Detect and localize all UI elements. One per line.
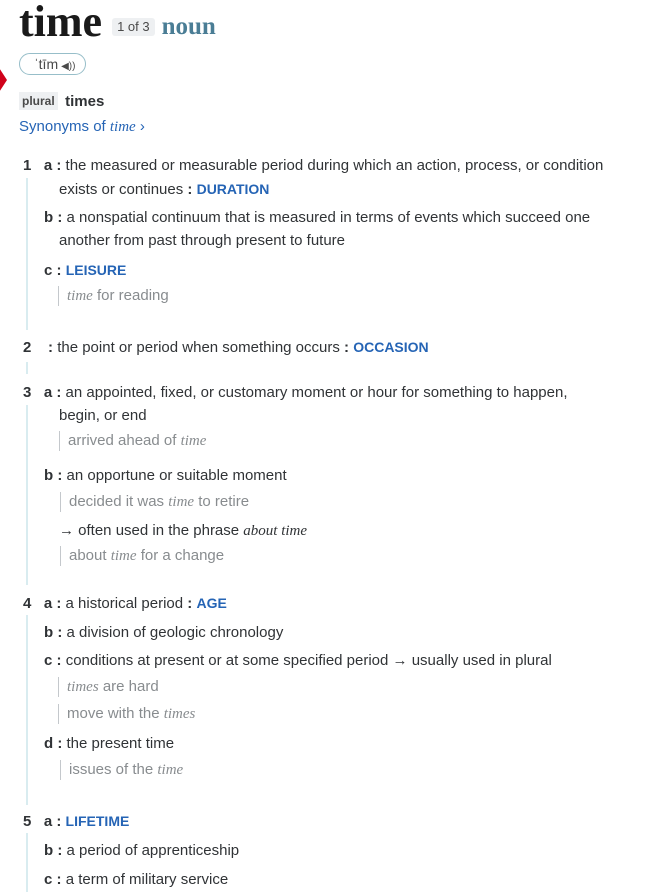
sense-rule (26, 405, 28, 585)
pronunciation-button[interactable] (19, 53, 86, 75)
cut-mark-icon (0, 60, 8, 100)
sense-1a: 1 a : the measured or measurable period during which an action, process, or condition (23, 157, 604, 174)
sense-1b-cont: another from past through present to future (59, 232, 346, 249)
pronunciation-text: ˈtīm (34, 56, 59, 72)
usage-note: → usually used in plural (392, 652, 552, 669)
xref-link[interactable]: DURATION (196, 181, 270, 197)
entry-header (19, 0, 216, 44)
sense-1a-cont: exists or continues : DURATION (59, 181, 270, 198)
plural-word: times (65, 92, 105, 110)
chevron-right-icon: › (139, 118, 145, 135)
sense-rule (26, 178, 28, 330)
sense-4d: d : the present time (44, 735, 175, 752)
sense-3a-cont: begin, or end (59, 407, 147, 424)
example-sentence: decided it was time to retire (60, 492, 249, 512)
xref-link[interactable]: OCCASION (353, 339, 429, 355)
sense-4a: 4 a : a historical period : AGE (23, 595, 227, 612)
sense-5a: 5 a : LIFETIME (23, 813, 130, 830)
entry-count-badge[interactable]: 1 of 3 (112, 18, 155, 36)
sense-5c: c : a term of military service (44, 871, 229, 888)
plural-form (19, 92, 104, 110)
example-sentence: time for reading (58, 286, 169, 306)
speaker-icon: ◀)) (61, 61, 76, 72)
example-sentence: times are hard (58, 677, 159, 697)
sense-1b: b : a nonspatial continuum that is measured in terms of events which succeed one (44, 209, 591, 226)
example-sentence: arrived ahead of time (59, 431, 206, 451)
sense-rule (26, 615, 28, 805)
usage-note: → often used in the phrase about time (59, 522, 308, 539)
xref-link[interactable]: LEISURE (65, 262, 127, 278)
sense-4c: c : conditions at present or at some specified period → usually used in plural (44, 652, 552, 669)
example-sentence: about time for a change (60, 546, 224, 566)
sense-3b: b : an opportune or suitable moment (44, 467, 287, 484)
sense-2: 2 : the point or period when something occurs : OCCASION (23, 339, 429, 356)
sense-rule (26, 833, 28, 892)
example-sentence: move with the times (58, 704, 195, 724)
sense-4b: b : a division of geologic chronology (44, 624, 284, 641)
xref-link[interactable]: AGE (196, 595, 227, 611)
headword: time (19, 0, 103, 46)
synonyms-link[interactable]: Synonyms of time › (19, 118, 145, 135)
xref-link[interactable]: LIFETIME (65, 813, 130, 829)
sense-3a: 3 a : an appointed, fixed, or customary moment or hour for something to happen, (23, 384, 568, 401)
sense-1c: c : LEISURE (44, 262, 127, 279)
example-sentence: issues of the time (60, 760, 183, 780)
sense-5b: b : a period of apprenticeship (44, 842, 240, 859)
plural-label: plural (19, 92, 58, 110)
arrow-right-icon: → (59, 522, 74, 539)
sense-rule (26, 362, 28, 374)
part-of-speech[interactable]: noun (161, 13, 216, 40)
